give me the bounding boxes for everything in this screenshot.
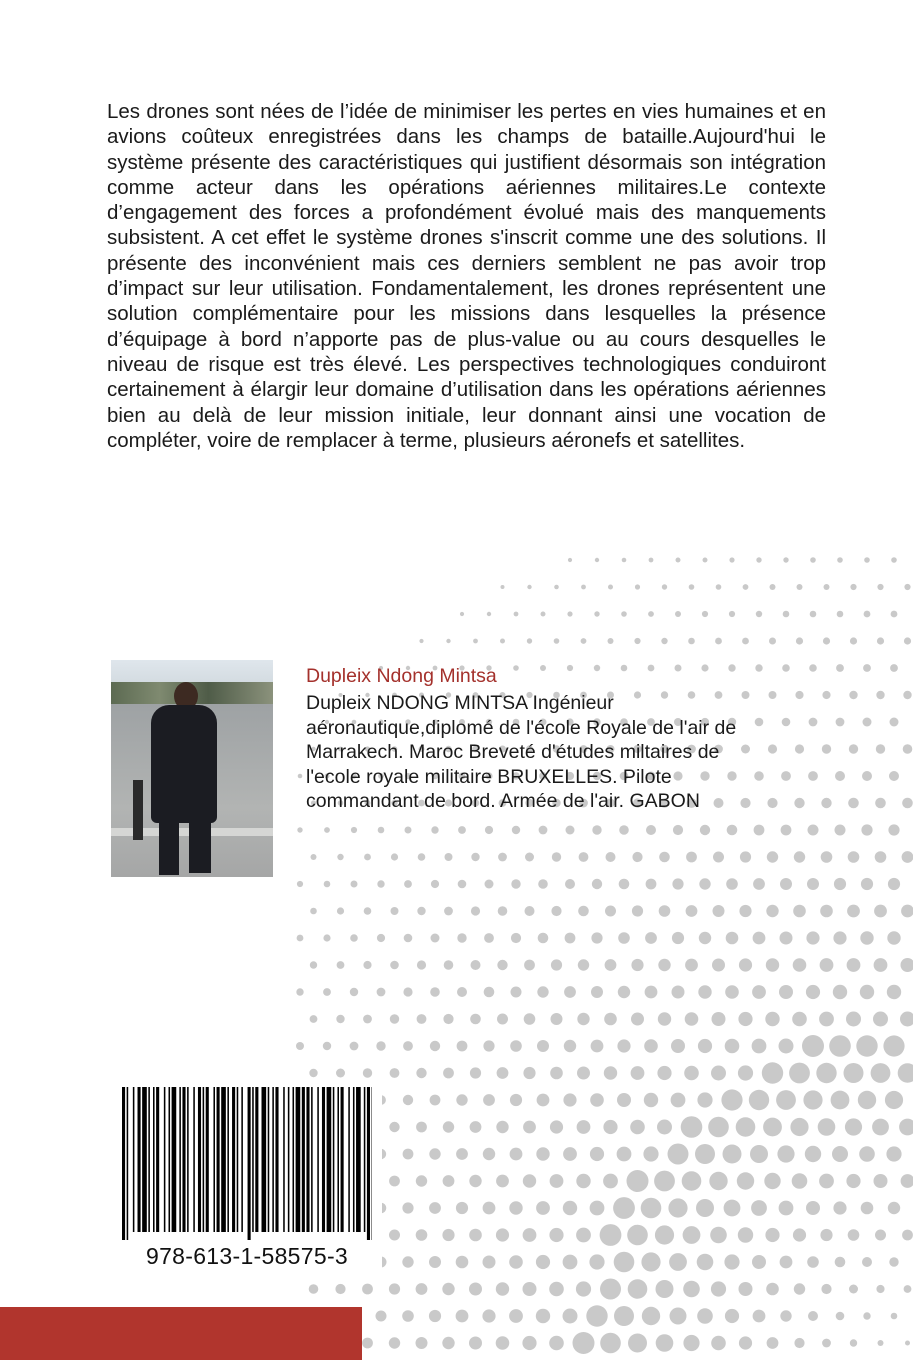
blurb-text: Les drones sont nées de l’idée de minimiser les pertes en vies humaines et en avions coûteux enregistrées dans les champs de bataille.Aujourd'hui le système présente des caractéristiques qui justifient désormais son intégration comme acteur dans les opérations aériennes militaires.Le contexte d’engagement des forces a profondément évolué mais des manquements subsistent. A cet effet le système drones s'inscrit comme une des solutions. Il présente des inconvénient mais ces derniers semblent ne pas avoir trop d’impact sur leur utilisation. Fondamentalement, les drones représentent une solution complémentaire pour les missions dans lesquelles la présence d’équipage à bord n’apporte pas de plus-value ou au cours desquelles le niveau de risque est très élevé. Les perspectives technologiques conduiront certainement à élargir leur domaine d’utilisation dans les opérations aériennes bien au delà de leur mission initiale, leur donnant ainsi une vocation de compléter, voire de remplacer à terme, plusieurs aéronefs et satellites. — [107, 100, 826, 452]
author-bio: Dupleix NDONG MINTSA Ingénieur aéronautique,diplomé de l'école Royale de l'air de Marrakech. Maroc Breveté d'études miltaires de l'ecole royale militaire BRUXELLES. Pilote commandant de bord. Armée de l'air. GABON — [306, 692, 737, 813]
isbn-barcode — [112, 1087, 382, 1277]
publisher-color-band — [0, 1307, 362, 1360]
author-name: Dupleix Ndong Mintsa — [306, 665, 497, 687]
back-cover-blurb — [107, 99, 826, 453]
barcode-bars — [122, 1087, 372, 1240]
isbn-number: 978-613-1-58575-3 — [145, 1243, 349, 1269]
author-photo — [111, 660, 273, 877]
